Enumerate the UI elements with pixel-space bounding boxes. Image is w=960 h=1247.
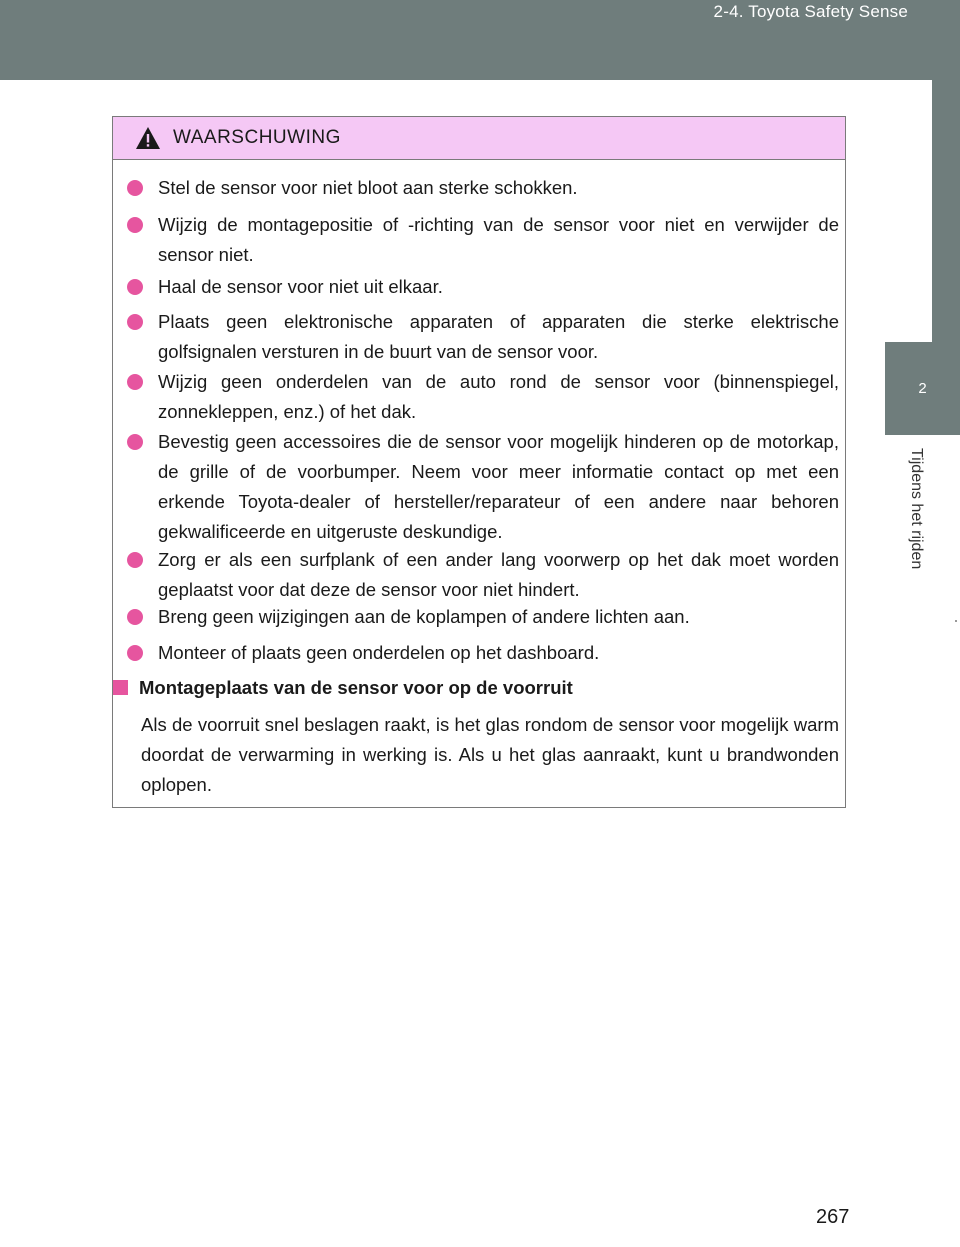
square-bullet-icon — [113, 680, 128, 695]
page-number: 267 — [816, 1206, 850, 1228]
chapter-tab — [885, 342, 960, 435]
header-bar — [0, 0, 960, 80]
list-item: Monteer of plaats geen onderdelen op het dashboard. — [127, 638, 839, 668]
list-item: Plaats geen elektronische apparaten of apparaten die sterke elektrische golfsignalen versturen in de buurt van de sensor voor. — [127, 307, 839, 367]
chapter-number: 2 — [918, 380, 927, 397]
bullet-icon — [127, 217, 143, 233]
warning-title: WAARSCHUWING — [173, 127, 341, 148]
bullet-icon — [127, 609, 143, 625]
warning-header — [113, 117, 845, 160]
chapter-label-text: Tijdens het rijden — [908, 448, 925, 570]
bullet-icon — [127, 434, 143, 450]
list-item: Wijzig de montagepositie of -richting van de sensor voor niet en verwijder de sensor niet. — [127, 210, 839, 270]
list-item: Haal de sensor voor niet uit elkaar. — [127, 272, 839, 302]
subheading: Montageplaats van de sensor voor op de voorruit — [113, 673, 839, 703]
list-item: Stel de sensor voor niet bloot aan sterke schokken. — [127, 173, 839, 203]
list-item: Wijzig geen onderdelen van de auto rond de sensor voor (binnenspiegel, zonnekleppen, enz.) of het dak. — [127, 367, 839, 427]
bullet-icon — [127, 180, 143, 196]
warning-box — [112, 116, 846, 808]
section-title: 2-4. Toyota Safety Sense — [713, 2, 908, 21]
bullet-icon — [127, 314, 143, 330]
bullet-icon — [127, 645, 143, 661]
bullet-icon — [127, 552, 143, 568]
bullet-icon — [127, 279, 143, 295]
warning-triangle-icon — [135, 126, 161, 150]
side-tab-strip — [932, 80, 960, 342]
list-item: Breng geen wijzigingen aan de koplampen of andere lichten aan. — [127, 602, 839, 632]
list-item: Zorg er als een surfplank of een ander lang voorwerp op het dak moet worden geplaatst voor dat deze de sensor voor niet hindert. — [127, 545, 839, 605]
list-item: Bevestig geen accessoires die de sensor voor mogelijk hinderen op de motorkap, de grille of de voorbumper. Neem voor meer informatie contact op met een erkende Toyota-dealer of hersteller/reparateur of een andere naar behoren gekwalificeerde en uitgeruste deskundige. — [127, 427, 839, 547]
bullet-icon — [127, 374, 143, 390]
margin-mark — [955, 620, 957, 622]
body-paragraph: Als de voorruit snel beslagen raakt, is het glas rondom de sensor voor mogelijk warm doordat de verwarming in werking is. Als u het glas aanraakt, kunt u brandwonden oplopen. — [141, 714, 839, 795]
chapter-label — [907, 448, 927, 608]
